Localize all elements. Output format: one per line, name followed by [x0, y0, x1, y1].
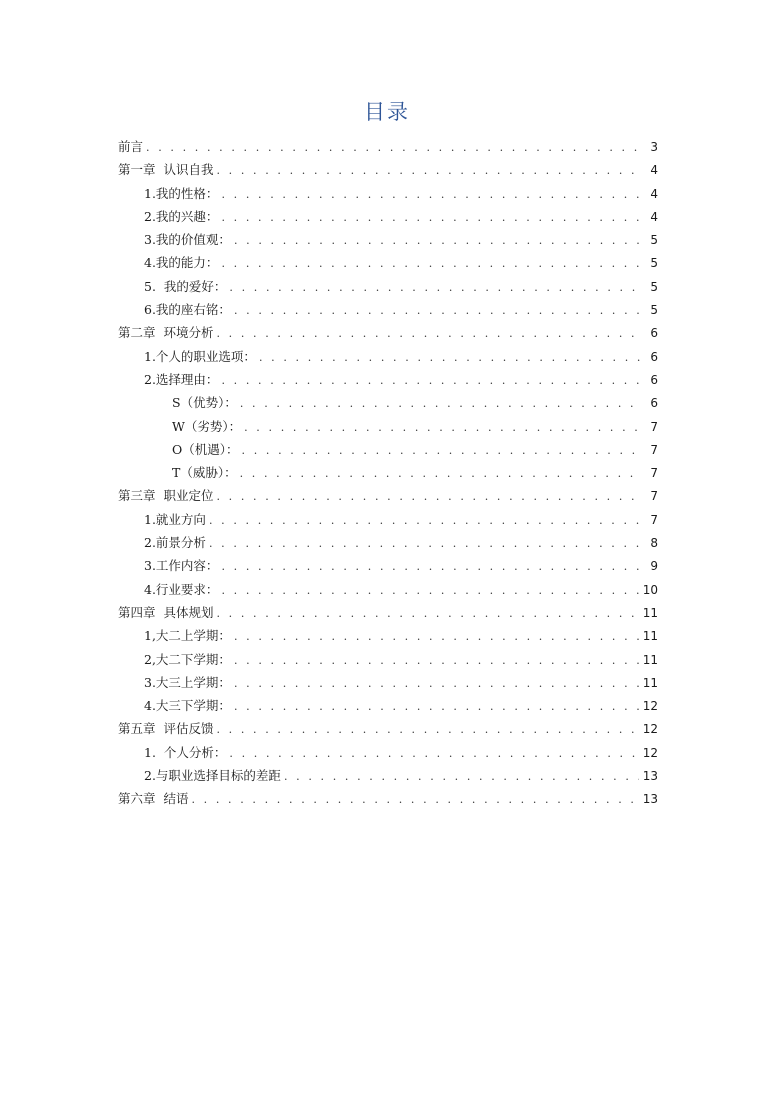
toc-entry-page-number: 6	[650, 396, 658, 411]
toc-entry[interactable]	[118, 391, 658, 414]
toc-entry-page-number: 7	[650, 419, 658, 434]
toc-entry-label: 第四章 具体规划	[118, 604, 214, 620]
toc-dot-leader	[234, 625, 639, 648]
toc-dot-leader	[191, 788, 638, 811]
toc-dot-leader	[216, 159, 640, 182]
toc-entry-page-number: 3	[650, 140, 658, 154]
toc-entry-page-number: 11	[642, 675, 658, 690]
toc-entry-label: 第三章 职业定位	[118, 488, 214, 504]
toc-entry-page-number: 4	[650, 163, 658, 178]
toc-list	[118, 135, 658, 811]
toc-dot-leader	[229, 276, 640, 299]
toc-entry[interactable]	[118, 298, 658, 321]
toc-entry[interactable]	[118, 251, 658, 274]
toc-entry[interactable]	[118, 624, 658, 647]
toc-entry-label: 第二章 环境分析	[118, 325, 214, 341]
toc-entry[interactable]	[118, 228, 658, 251]
toc-entry[interactable]	[118, 578, 658, 601]
toc-entry-page-number: 7	[650, 489, 658, 504]
toc-entry[interactable]	[118, 508, 658, 531]
toc-entry-page-number: 7	[650, 466, 658, 481]
toc-entry[interactable]	[118, 671, 658, 694]
toc-dot-leader	[244, 416, 640, 439]
toc-dot-leader	[216, 485, 640, 508]
toc-dot-leader	[284, 765, 639, 788]
toc-entry-page-number: 5	[650, 303, 658, 318]
toc-entry-label: 1,大二上学期：	[144, 628, 231, 644]
toc-entry-page-number: 11	[642, 629, 658, 644]
toc-entry-label: 6.我的座右铭：	[144, 302, 231, 318]
toc-entry-page-number: 7	[650, 442, 658, 457]
toc-entry-page-number: 10	[642, 582, 658, 597]
toc-entry[interactable]	[118, 648, 658, 671]
toc-entry[interactable]	[118, 415, 658, 438]
toc-entry-page-number: 9	[650, 559, 658, 574]
toc-entry[interactable]	[118, 368, 658, 391]
toc-entry[interactable]	[118, 345, 658, 368]
toc-entry-label: 5. 我的爱好：	[144, 278, 227, 294]
toc-entry-page-number: 5	[650, 233, 658, 248]
toc-entry-label: 第一章 认识自我	[118, 162, 214, 178]
toc-dot-leader	[221, 252, 640, 275]
toc-dot-leader	[234, 299, 640, 322]
toc-entry[interactable]	[118, 205, 658, 228]
toc-entry-label: 2.选择理由：	[144, 371, 219, 387]
toc-dot-leader	[216, 602, 638, 625]
toc-dot-leader	[229, 742, 638, 765]
toc-entry[interactable]	[118, 321, 658, 344]
toc-entry-page-number: 6	[650, 372, 658, 387]
toc-entry-page-number: 7	[650, 512, 658, 527]
toc-entry-page-number: 11	[642, 605, 658, 620]
toc-entry-label: 3.我的价值观：	[144, 232, 231, 248]
toc-entry[interactable]	[118, 158, 658, 181]
toc-entry-page-number: 6	[650, 326, 658, 341]
toc-entry-label: 2,大二下学期：	[144, 651, 231, 667]
toc-dot-leader	[221, 183, 640, 206]
toc-entry-label: 1. 个人分析：	[144, 744, 227, 760]
toc-dot-leader	[209, 509, 640, 532]
toc-entry-page-number: 6	[650, 349, 658, 364]
toc-entry-label: S（优势）：	[172, 395, 237, 411]
toc-entry-label: 1.就业方向	[144, 511, 206, 527]
toc-entry-label: 2.与职业选择目标的差距	[144, 768, 281, 784]
toc-entry[interactable]	[118, 694, 658, 717]
toc-dot-leader	[216, 718, 638, 741]
toc-title: 目录	[364, 100, 410, 124]
toc-dot-leader	[242, 439, 641, 462]
toc-entry-label: 第五章 评估反馈	[118, 721, 214, 737]
toc-dot-leader	[240, 392, 640, 415]
toc-entry-page-number: 12	[642, 745, 658, 760]
toc-entry-label: 1.个人的职业选项：	[144, 348, 256, 364]
toc-entry[interactable]	[118, 717, 658, 740]
toc-dot-leader	[146, 136, 640, 159]
toc-entry-label: 1.我的性格：	[144, 185, 219, 201]
toc-entry[interactable]	[118, 601, 658, 624]
toc-entry[interactable]	[118, 438, 658, 461]
toc-entry-label: W（劣势）：	[172, 418, 242, 434]
toc-entry[interactable]	[118, 182, 658, 205]
toc-entry-label: 3.大三上学期：	[144, 674, 231, 690]
toc-entry-page-number: 4	[650, 209, 658, 224]
toc-dot-leader	[221, 206, 640, 229]
toc-entry[interactable]	[118, 764, 658, 787]
toc-dot-leader	[234, 229, 640, 252]
toc-entry-label: 2.我的兴趣：	[144, 208, 219, 224]
toc-entry-page-number: 5	[650, 279, 658, 294]
toc-dot-leader	[234, 649, 639, 672]
toc-entry-page-number: 13	[642, 792, 658, 807]
toc-dot-leader	[221, 369, 640, 392]
toc-entry-page-number: 11	[642, 652, 658, 667]
toc-entry-label: 前言	[118, 139, 144, 154]
toc-entry-label: 第六章 结语	[118, 791, 189, 807]
toc-dot-leader	[240, 462, 640, 485]
toc-dot-leader	[234, 695, 639, 718]
toc-entry-page-number: 4	[650, 186, 658, 201]
toc-entry-label: O（机遇）：	[172, 441, 239, 457]
toc-entry[interactable]	[118, 135, 658, 158]
toc-dot-leader	[221, 579, 638, 602]
toc-dot-leader	[209, 532, 640, 555]
toc-entry[interactable]	[118, 461, 658, 484]
toc-entry-page-number: 5	[650, 256, 658, 271]
toc-entry-label: 3.工作内容：	[144, 558, 219, 574]
toc-entry-label: T（威胁）：	[172, 465, 237, 481]
toc-entry[interactable]	[118, 741, 658, 764]
toc-dot-leader	[259, 346, 640, 369]
toc-entry[interactable]	[118, 531, 658, 554]
toc-dot-leader	[216, 322, 640, 345]
toc-entry-label: 2.前景分析	[144, 535, 206, 551]
toc-entry[interactable]	[118, 554, 658, 577]
toc-entry-label: 4.大三下学期：	[144, 698, 231, 714]
toc-entry[interactable]	[118, 484, 658, 507]
toc-entry-page-number: 8	[650, 536, 658, 551]
toc-entry-label: 4.我的能力：	[144, 255, 219, 271]
toc-dot-leader	[221, 555, 640, 578]
toc-entry[interactable]	[118, 275, 658, 298]
toc-entry-page-number: 12	[642, 699, 658, 714]
toc-entry-page-number: 13	[642, 769, 658, 784]
toc-entry-label: 4.行业要求：	[144, 581, 219, 597]
toc-dot-leader	[234, 672, 639, 695]
toc-entry[interactable]	[118, 787, 658, 810]
toc-entry-page-number: 12	[642, 722, 658, 737]
